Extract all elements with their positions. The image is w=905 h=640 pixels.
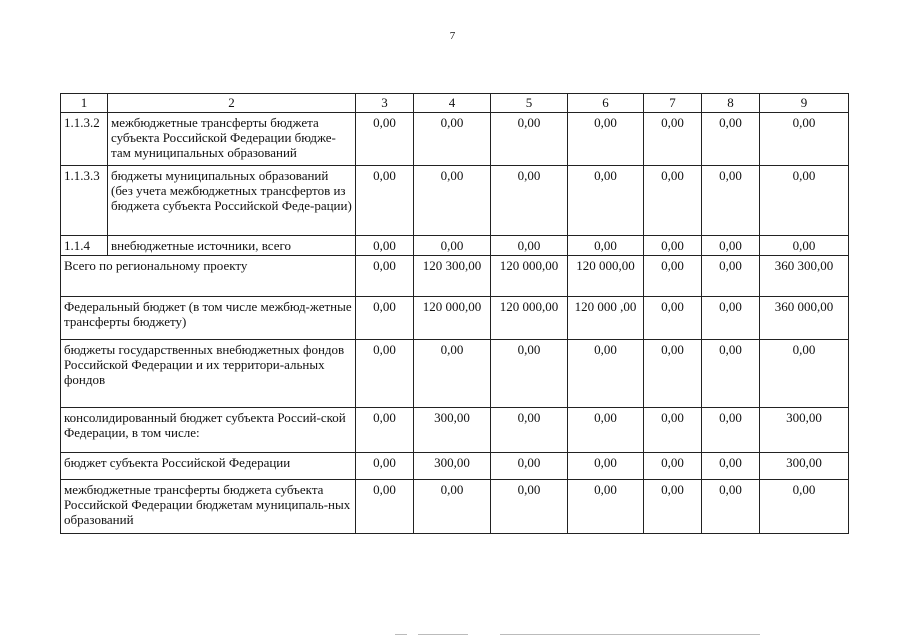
scan-line (500, 634, 760, 635)
value-cell: 0,00 (568, 113, 644, 166)
header-cell: 9 (760, 94, 849, 113)
header-cell: 2 (108, 94, 356, 113)
table-row (61, 166, 849, 236)
header-cell: 7 (644, 94, 702, 113)
value-cell: 120 300,00 (414, 256, 491, 297)
value-cell: 0,00 (491, 453, 568, 480)
row-code: 1.1.4 (61, 236, 108, 256)
header-cell: 6 (568, 94, 644, 113)
value-cell: 0,00 (356, 166, 414, 236)
table-row (61, 236, 849, 256)
value-cell: 0,00 (702, 113, 760, 166)
value-cell: 300,00 (414, 408, 491, 453)
value-cell: 0,00 (644, 297, 702, 340)
value-cell: 120 000,00 (414, 297, 491, 340)
row-name: межбюджетные трансферты бюджета субъекта Российской Федерации бюджетам муниципаль-ных образований (61, 480, 356, 534)
row-name: бюджет субъекта Российской Федерации (61, 453, 356, 480)
table-row (61, 340, 849, 408)
row-code: 1.1.3.2 (61, 113, 108, 166)
value-cell: 0,00 (356, 480, 414, 534)
value-cell: 300,00 (414, 453, 491, 480)
value-cell: 0,00 (414, 113, 491, 166)
value-cell: 0,00 (568, 236, 644, 256)
value-cell: 120 000,00 (491, 297, 568, 340)
value-cell: 0,00 (702, 256, 760, 297)
value-cell: 0,00 (414, 340, 491, 408)
value-cell: 0,00 (414, 236, 491, 256)
value-cell: 0,00 (491, 340, 568, 408)
value-cell: 0,00 (491, 166, 568, 236)
value-cell: 0,00 (644, 113, 702, 166)
value-cell: 300,00 (760, 453, 849, 480)
page-number: 7 (449, 30, 456, 42)
value-cell: 0,00 (644, 453, 702, 480)
value-cell: 0,00 (356, 236, 414, 256)
table-row (61, 297, 849, 340)
value-cell: 120 000,00 (568, 256, 644, 297)
value-cell: 120 000 ,00 (568, 297, 644, 340)
value-cell: 0,00 (568, 340, 644, 408)
scan-line (418, 634, 468, 635)
header-cell: 4 (414, 94, 491, 113)
value-cell: 0,00 (568, 166, 644, 236)
budget-table (60, 93, 849, 534)
value-cell: 0,00 (356, 297, 414, 340)
header-cell: 8 (702, 94, 760, 113)
table-row (61, 408, 849, 453)
value-cell: 0,00 (702, 480, 760, 534)
value-cell: 0,00 (356, 113, 414, 166)
value-cell: 0,00 (702, 408, 760, 453)
value-cell: 0,00 (356, 340, 414, 408)
value-cell: 0,00 (760, 113, 849, 166)
value-cell: 0,00 (491, 236, 568, 256)
value-cell: 0,00 (356, 408, 414, 453)
header-cell: 3 (356, 94, 414, 113)
value-cell: 0,00 (568, 480, 644, 534)
row-name: внебюджетные источники, всего (108, 236, 356, 256)
value-cell: 120 000,00 (491, 256, 568, 297)
header-row (61, 94, 849, 113)
value-cell: 360 000,00 (760, 297, 849, 340)
row-name: Федеральный бюджет (в том числе межбюд-жетные трансферты бюджету) (61, 297, 356, 340)
value-cell: 0,00 (356, 256, 414, 297)
row-name: межбюджетные трансферты бюджета субъекта Российской Федерации бюдже-там муниципальных образований (108, 113, 356, 166)
row-name: Всего по региональному проекту (61, 256, 356, 297)
value-cell: 0,00 (644, 236, 702, 256)
value-cell: 0,00 (568, 408, 644, 453)
value-cell: 0,00 (644, 340, 702, 408)
value-cell: 0,00 (414, 166, 491, 236)
value-cell: 0,00 (702, 236, 760, 256)
row-name: бюджеты государственных внебюджетных фондов Российской Федерации и их территори-альных фондов (61, 340, 356, 408)
value-cell: 0,00 (491, 113, 568, 166)
scan-artifact-lines (0, 632, 905, 638)
value-cell: 0,00 (760, 236, 849, 256)
value-cell: 0,00 (702, 166, 760, 236)
value-cell: 0,00 (702, 340, 760, 408)
value-cell: 0,00 (644, 408, 702, 453)
table-row (61, 113, 849, 166)
value-cell: 300,00 (760, 408, 849, 453)
value-cell: 360 300,00 (760, 256, 849, 297)
value-cell: 0,00 (414, 480, 491, 534)
table-row (61, 256, 849, 297)
value-cell: 0,00 (644, 480, 702, 534)
header-cell: 5 (491, 94, 568, 113)
value-cell: 0,00 (760, 480, 849, 534)
row-code: 1.1.3.3 (61, 166, 108, 236)
scan-line (395, 634, 407, 635)
value-cell: 0,00 (760, 340, 849, 408)
header-cell: 1 (61, 94, 108, 113)
value-cell: 0,00 (491, 480, 568, 534)
table-row (61, 453, 849, 480)
row-name: консолидированный бюджет субъекта Россий-ской Федерации, в том числе: (61, 408, 356, 453)
value-cell: 0,00 (356, 453, 414, 480)
value-cell: 0,00 (760, 166, 849, 236)
row-name: бюджеты муниципальных образований (без учета межбюджетных трансфертов из бюджета субъекта Российской Феде-рации) (108, 166, 356, 236)
value-cell: 0,00 (491, 408, 568, 453)
value-cell: 0,00 (702, 453, 760, 480)
value-cell: 0,00 (702, 297, 760, 340)
value-cell: 0,00 (644, 166, 702, 236)
value-cell: 0,00 (568, 453, 644, 480)
table-row (61, 480, 849, 534)
value-cell: 0,00 (644, 256, 702, 297)
